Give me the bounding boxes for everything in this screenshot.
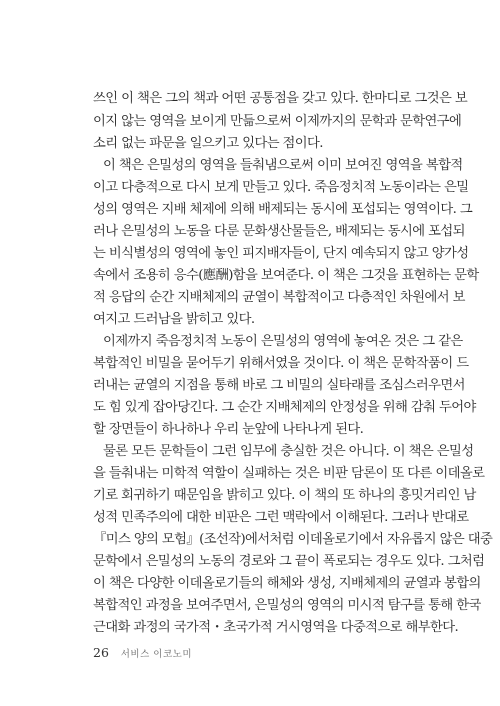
text-line: 문학에서 은밀성의 노동의 경로와 그 끝이 폭로되는 경우도 있다. 그처럼	[93, 554, 485, 569]
text-line: 적 응답의 순간 지배체제의 균열이 복합적이고 다층적인 차원에서 보	[93, 290, 465, 305]
text-line: 물론 모든 문학들이 그런 임무에 충실한 것은 아니다. 이 책은 은밀성	[103, 444, 474, 459]
text-line: 이제까지 죽음정치적 노동이 은밀성의 영역에 놓여온 것은 그 같은	[103, 334, 463, 349]
text-line: 이고 다층적으로 다시 보게 만들고 있다. 죽음정치적 노동이라는 은밀	[93, 180, 469, 195]
text-line: 성의 영역은 지배 체제에 의해 배제되는 동시에 포섭되는 영역이다. 그	[93, 202, 473, 217]
text-line: 쓰인 이 책은 그의 책과 어떤 공통점을 갖고 있다. 한마디로 그것은 보	[93, 91, 468, 106]
page-footer	[93, 645, 192, 660]
text-line: 기로 회귀하기 때문임을 밝히고 있다. 이 책의 또 하나의 흥밋거리인 남	[93, 488, 476, 503]
text-line: 복합적인 과정을 보여주면서, 은밀성의 영역의 미시적 탐구를 통해 한국	[93, 598, 481, 613]
text-line: 성적 민족주의에 대한 비판은 그런 맥락에서 이해된다. 그러나 반대로	[93, 510, 469, 525]
text-line: 러나 은밀성의 노동을 다룬 문화생산물들은, 배제되는 동시에 포섭되	[93, 224, 465, 239]
text-line: 는 비식별성의 영역에 놓인 피지배자들이, 단지 예속되지 않고 양가성	[93, 246, 469, 261]
text-line: 을 들춰내는 미학적 역할이 실패하는 것은 비판 담론이 또 다른 이데올로	[93, 466, 485, 481]
text-line: 속에서 조용히 응수(應酬)함을 보여준다. 이 책은 그것을 표현하는 문학	[93, 268, 479, 283]
text-line: 『미스 양의 모험』(조선작)에서처럼 이데올로기에서 자유롭지 않은 대중	[93, 532, 493, 547]
text-line: 근대화 과정의 국가적・초국가적 거시영역을 다중적으로 해부한다.	[93, 620, 459, 635]
text-line: 이지 않는 영역을 보이게 만듦으로써 이제까지의 문학과 문학연구에	[93, 114, 462, 129]
text-line: 러내는 균열의 지점을 통해 바로 그 비밀의 실타래를 조심스러우면서	[93, 378, 465, 393]
text-line: 소리 없는 파문을 일으키고 있다는 점이다.	[93, 136, 323, 151]
text-line: 이 책은 은밀성의 영역을 들춰냄으로써 이미 보여진 영역을 복합적	[103, 158, 463, 173]
text-line: 도 힘 있게 잡아당긴다. 그 순간 지배체제의 안정성을 위해 감춰 두어야	[93, 400, 476, 415]
running-title: 서비스 이코노미	[120, 649, 192, 660]
text-line: 할 장면들이 하나하나 우리 눈앞에 나타나게 된다.	[93, 422, 364, 437]
text-line: 이 책은 다양한 이데올로기들의 해체와 생성, 지배체제의 균열과 봉합의	[93, 576, 481, 591]
text-line: 복합적인 비밀을 묻어두기 위해서였을 것이다. 이 책은 문학작품이 드	[93, 356, 469, 371]
page-number: 26	[93, 645, 109, 660]
text-line: 여지고 드러남을 밝히고 있다.	[93, 312, 255, 327]
